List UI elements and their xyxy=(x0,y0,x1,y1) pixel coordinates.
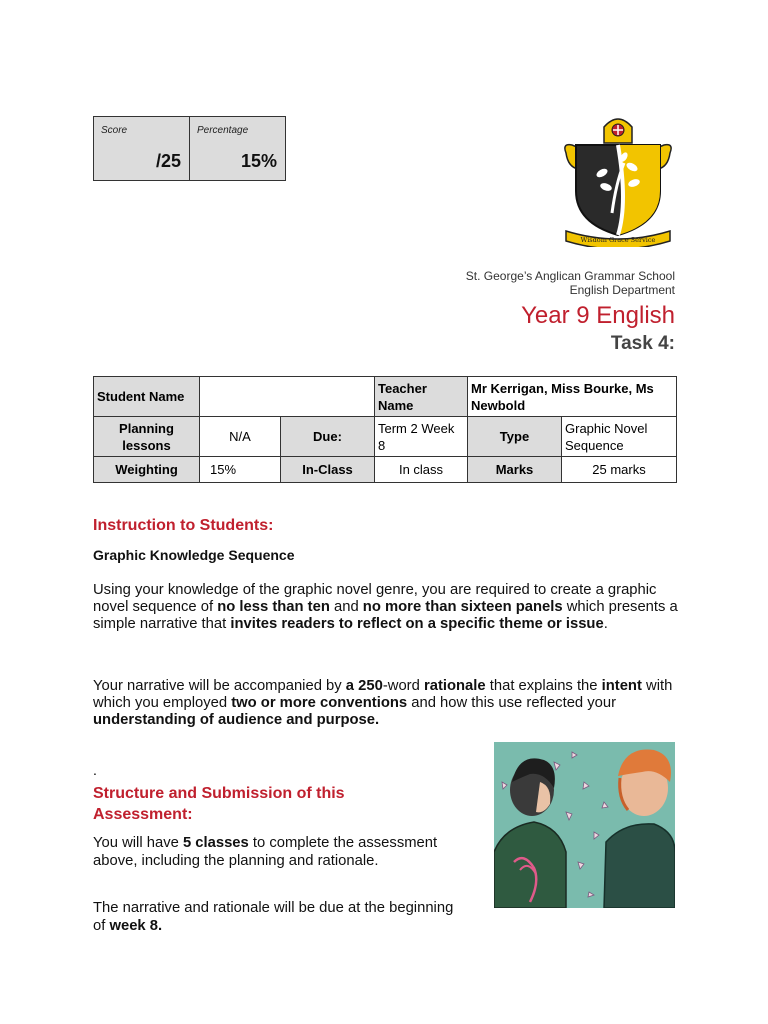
text-run: that explains the xyxy=(485,678,602,694)
crest-motto: Wisdom Grace Service xyxy=(580,236,656,244)
graphic-novel-illustration xyxy=(494,742,675,908)
text-run: . xyxy=(603,616,608,632)
bold-run: intent xyxy=(601,678,642,694)
planning-label: Planning lessons xyxy=(94,417,200,457)
table-row xyxy=(94,377,677,417)
planning-value: N/A xyxy=(200,417,281,457)
inclass-label: In-Class xyxy=(281,457,375,483)
percentage-value: 15% xyxy=(240,151,277,171)
text-run: with which you employed xyxy=(93,678,673,711)
score-box xyxy=(93,116,286,181)
structure-paragraph-1 xyxy=(93,834,463,870)
bold-run: week 8. xyxy=(109,918,163,934)
percentage-cell xyxy=(190,117,285,180)
teacher-name-label: Teacher Name xyxy=(375,377,468,417)
table-row xyxy=(94,457,677,483)
bold-run: two or more conventions xyxy=(231,695,408,711)
task-title: Task 4: xyxy=(610,333,675,354)
type-label: Type xyxy=(468,417,562,457)
text-run: and xyxy=(329,599,363,615)
instructions-heading: Instruction to Students: xyxy=(93,517,274,534)
type-value: Graphic Novel Sequence xyxy=(562,417,677,457)
text-run: Using your knowledge of the graphic novel genre, you are required to create a graphic novel sequence of xyxy=(93,582,657,615)
inclass-value: In class xyxy=(375,457,468,483)
weighting-label: Weighting xyxy=(94,457,200,483)
school-crest-logo xyxy=(562,113,674,247)
text-run: which presents a simple narrative that xyxy=(93,599,678,632)
student-name-value[interactable] xyxy=(200,377,375,417)
department-name: English Department xyxy=(569,283,675,297)
score-label: Score xyxy=(101,125,128,136)
instructions-paragraph-1 xyxy=(93,582,678,633)
bold-run: invites readers to reflect on a specific theme or issue xyxy=(230,616,604,632)
bold-run: understanding of audience and purpose. xyxy=(93,712,380,728)
instructions-subheading: Graphic Knowledge Sequence xyxy=(93,547,295,563)
structure-heading xyxy=(93,783,345,825)
stray-dot: . xyxy=(93,762,97,778)
text-run: The narrative and rationale will be due at the beginning of xyxy=(93,900,454,934)
structure-heading-line: Assessment: xyxy=(93,806,193,823)
task-info-table xyxy=(93,376,677,483)
page-title: Year 9 English xyxy=(521,302,675,329)
structure-heading-line: Structure and Submission of this xyxy=(93,785,345,802)
bold-run: a 250 xyxy=(345,678,383,694)
text-run: to complete the assessment above, including the planning and rationale. xyxy=(93,835,438,869)
structure-paragraph-2 xyxy=(93,899,463,935)
bold-run: rationale xyxy=(423,678,486,694)
bold-run: no more than sixteen panels xyxy=(362,599,563,615)
text-run: You will have xyxy=(93,835,183,851)
score-cell xyxy=(94,117,190,180)
school-name: St. George’s Anglican Grammar School xyxy=(465,269,675,283)
text-run: -word xyxy=(382,678,424,694)
weighting-value: 15% xyxy=(200,457,281,483)
student-name-label: Student Name xyxy=(94,377,200,417)
marks-label: Marks xyxy=(468,457,562,483)
instructions-paragraph-2 xyxy=(93,678,678,729)
percentage-label: Percentage xyxy=(197,125,249,136)
text-run: Your narrative will be accompanied by xyxy=(93,678,346,694)
marks-value: 25 marks xyxy=(562,457,677,483)
bold-run: 5 classes xyxy=(182,835,249,851)
text-run: and how this use reflected your xyxy=(407,695,617,711)
score-value: /25 xyxy=(155,151,181,171)
due-value: Term 2 Week 8 xyxy=(375,417,468,457)
teacher-name-value: Mr Kerrigan, Miss Bourke, Ms Newbold xyxy=(468,377,677,417)
bold-run: no less than ten xyxy=(217,599,330,615)
table-row xyxy=(94,417,677,457)
due-label: Due: xyxy=(281,417,375,457)
